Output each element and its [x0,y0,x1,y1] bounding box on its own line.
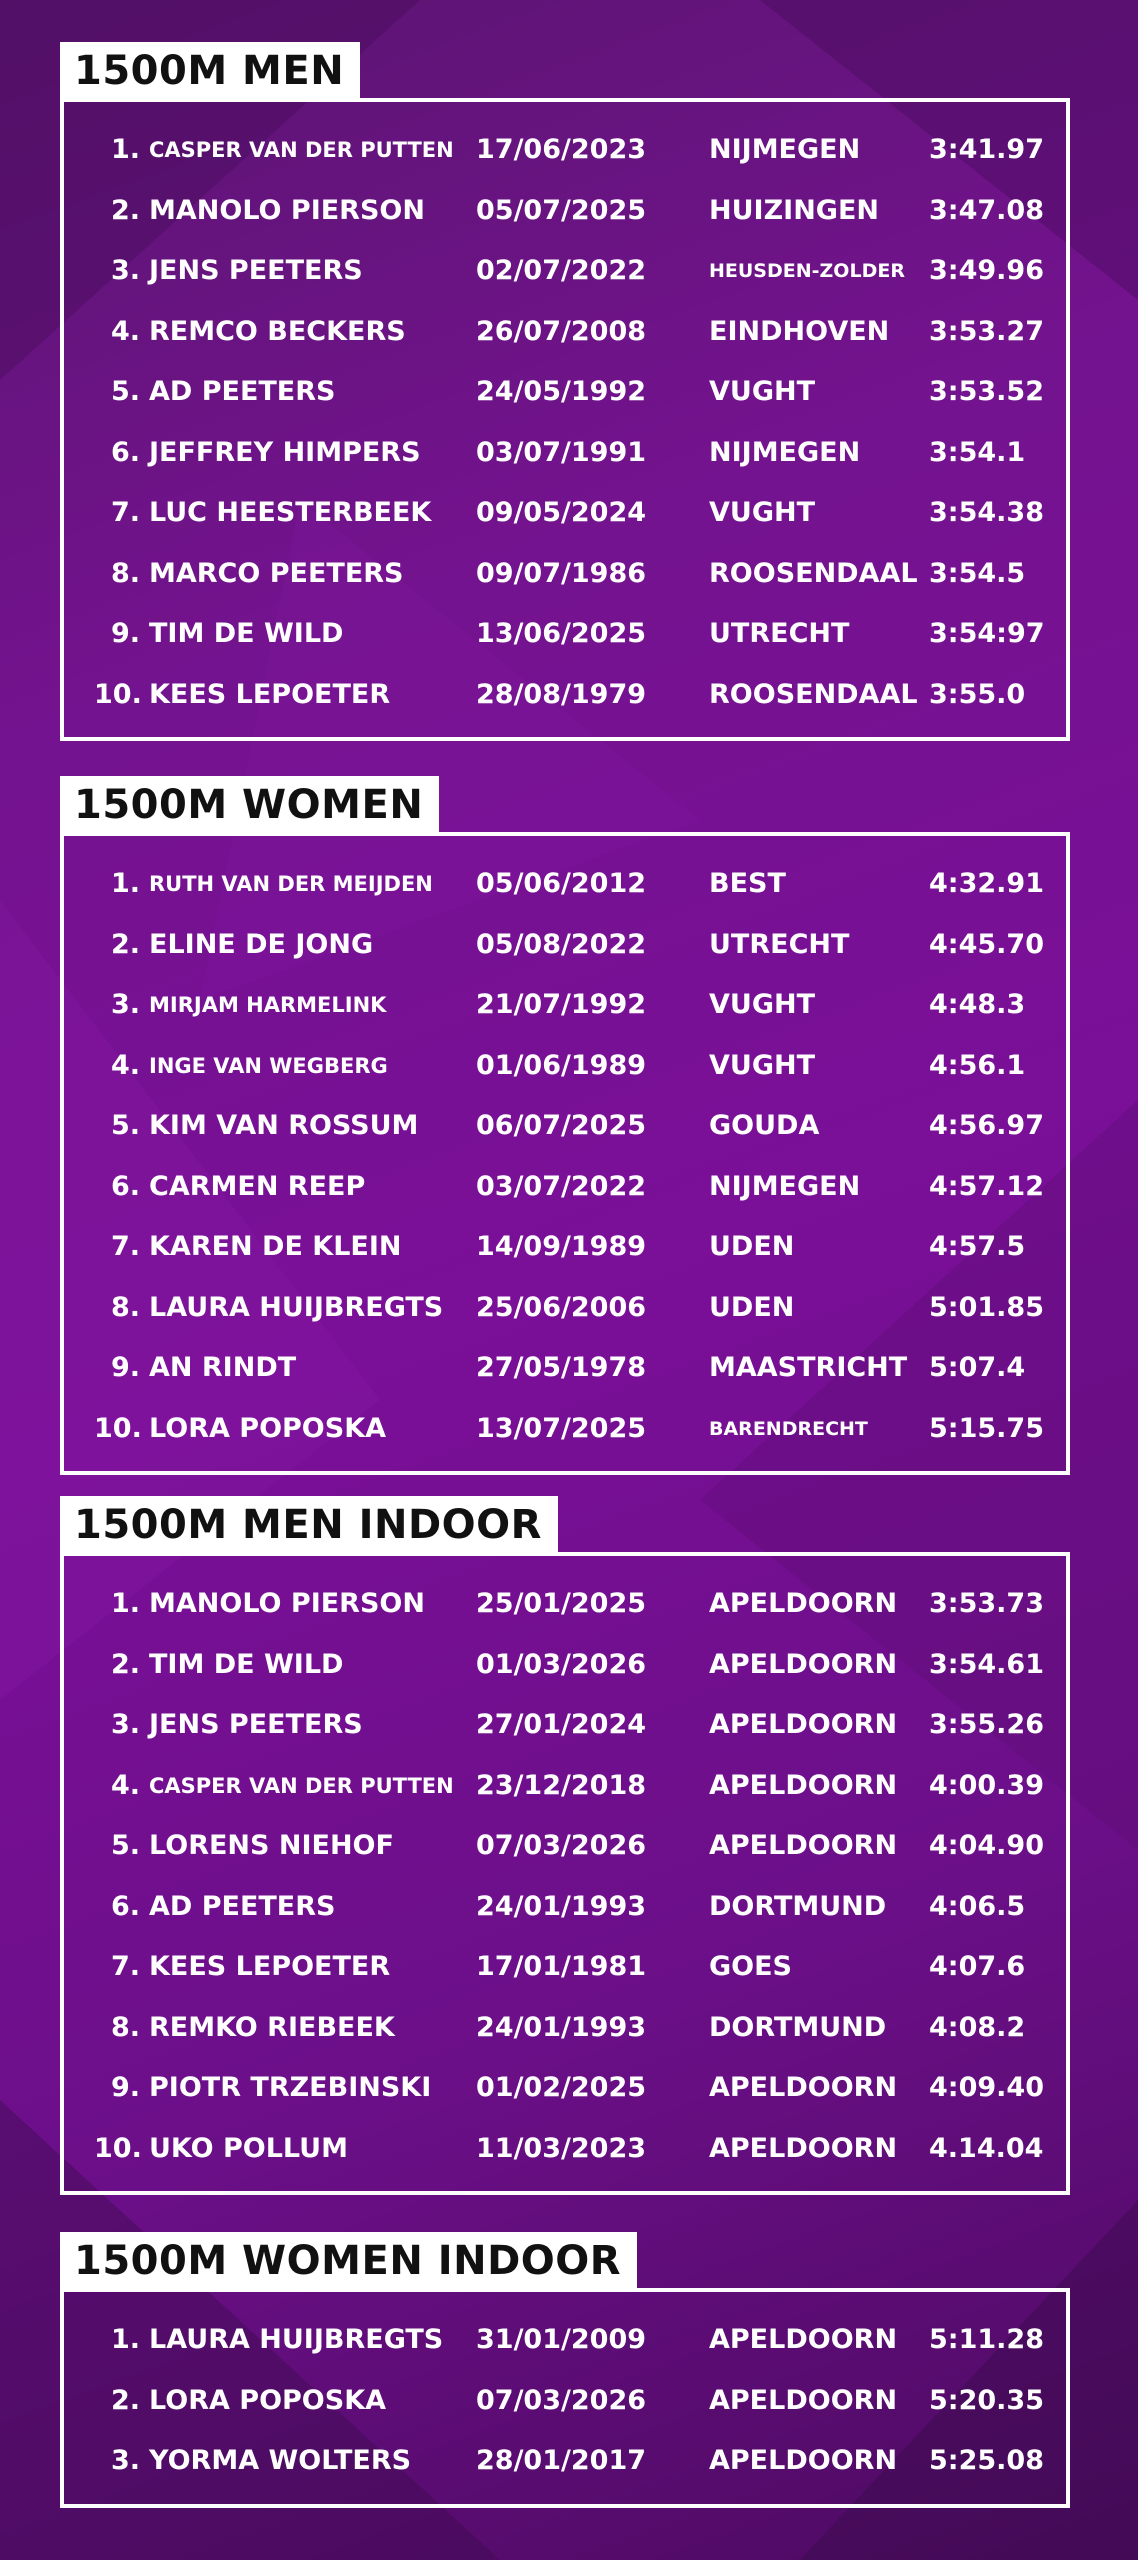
date: 17/06/2023 [476,134,647,165]
date: 03/07/2022 [476,1170,647,1202]
athlete-name: UKO POLLUM [149,2132,348,2164]
table-row [64,975,1066,1036]
time: 3:54.5 [929,557,1026,589]
time: 4:57.12 [929,1170,1044,1202]
place: UTRECHT [709,928,850,960]
date: 03/07/1991 [476,436,647,468]
place: GOUDA [709,1110,820,1141]
rank: 4. [110,1769,140,1801]
table-row [64,1635,1066,1696]
place: NIJMEGEN [709,436,861,468]
rank: 3. [110,2445,140,2476]
rank: 2. [110,1648,140,1680]
time: 4:56.97 [929,1110,1044,1141]
ranking-table [60,1552,1070,2195]
rank: 7. [110,1231,140,1262]
rank: 1. [110,1588,140,1619]
date: 01/02/2025 [476,2072,647,2103]
rank: 5. [110,1830,140,1861]
place: NIJMEGEN [709,134,861,165]
date: 02/07/2022 [476,255,647,286]
place: MAASTRICHT [709,1352,908,1383]
time: 4:09.40 [929,2072,1044,2103]
athlete-name: CASPER VAN DER PUTTEN [149,138,454,162]
date: 05/08/2022 [476,928,647,960]
date: 25/06/2006 [476,1291,647,1323]
table-row [64,1937,1066,1998]
time: 3:53.52 [929,376,1044,407]
athlete-name: MIRJAM HARMELINK [149,993,387,1017]
time: 3:55.26 [929,1709,1044,1740]
table-row [64,2058,1066,2119]
athlete-name: TIM DE WILD [149,618,344,649]
athlete-name: LAURA HUIJBREGTS [149,1291,444,1323]
table-row [64,1278,1066,1339]
time: 4:48.3 [929,989,1026,1020]
place: DORTMUND [709,1890,887,1922]
rank: 1. [110,868,140,899]
athlete-name: RUTH VAN DER MEIJDEN [149,872,433,896]
time: 4:56.1 [929,1049,1026,1081]
time: 4:08.2 [929,2011,1026,2043]
time: 3:53.73 [929,1588,1044,1619]
table-row [64,1877,1066,1938]
place: GOES [709,1951,793,1982]
rank: 7. [110,497,140,528]
place: UDEN [709,1291,795,1323]
rank: 6. [110,1170,140,1202]
date: 21/07/1992 [476,989,647,1020]
table-row [64,2310,1066,2371]
place: UDEN [709,1231,795,1262]
date: 28/01/2017 [476,2445,647,2476]
table-row [64,483,1066,544]
table-row [64,1756,1066,1817]
table-row [64,120,1066,181]
rank: 10. [94,2132,142,2164]
athlete-name: AD PEETERS [149,1890,336,1922]
rank: 4. [110,1049,140,1081]
place: VUGHT [709,376,815,407]
rank: 3. [110,989,140,1020]
rank: 4. [110,315,140,347]
time: 4.14.04 [929,2132,1044,2164]
table-row [64,915,1066,976]
ranking-table [60,2288,1070,2508]
place: VUGHT [709,989,815,1020]
date: 24/01/1993 [476,2011,647,2043]
rank: 9. [110,618,140,649]
athlete-name: MANOLO PIERSON [149,1588,425,1619]
table-row [64,1157,1066,1218]
time: 5:01.85 [929,1291,1044,1323]
rank: 3. [110,255,140,286]
section-title: 1500M WOMEN INDOOR [60,2232,637,2290]
date: 05/07/2025 [476,194,647,226]
place: APELDOORN [709,2384,898,2416]
rank: 6. [110,436,140,468]
athlete-name: LUC HEESTERBEEK [149,497,432,528]
section-1500m-men-indoor [60,1496,1070,2195]
athlete-name: REMCO BECKERS [149,315,406,347]
date: 27/01/2024 [476,1709,647,1740]
athlete-name: ELINE DE JONG [149,928,374,960]
place: ROOSENDAAL [709,557,918,589]
place: VUGHT [709,497,815,528]
date: 05/06/2012 [476,868,647,899]
place: BARENDRECHT [709,1417,868,1440]
place: APELDOORN [709,2445,898,2476]
place: APELDOORN [709,2132,898,2164]
athlete-name: REMKO RIEBEEK [149,2011,395,2043]
athlete-name: KEES LEPOETER [149,678,391,710]
athlete-name: JENS PEETERS [149,255,363,286]
athlete-name: CASPER VAN DER PUTTEN [149,1773,454,1798]
table-row [64,1399,1066,1460]
athlete-name: CARMEN REEP [149,1170,366,1202]
date: 24/01/1993 [476,1890,647,1922]
athlete-name: KEES LEPOETER [149,1951,391,1982]
table-row [64,2371,1066,2432]
date: 07/03/2026 [476,1830,647,1861]
rank: 9. [110,2072,140,2103]
time: 4:32.91 [929,868,1044,899]
rank: 3. [110,1709,140,1740]
rank: 9. [110,1352,140,1383]
date: 01/03/2026 [476,1648,647,1680]
date: 26/07/2008 [476,315,647,347]
time: 3:55.0 [929,678,1026,710]
date: 27/05/1978 [476,1352,647,1383]
ranking-table [60,832,1070,1475]
place: NIJMEGEN [709,1170,861,1202]
date: 07/03/2026 [476,2384,647,2416]
athlete-name: MARCO PEETERS [149,557,404,589]
athlete-name: PIOTR TRZEBINSKI [149,2072,432,2103]
athlete-name: JEFFREY HIMPERS [149,436,421,468]
rank: 8. [110,1291,140,1323]
time: 3:54.38 [929,497,1044,528]
table-row [64,2119,1066,2180]
time: 4:06.5 [929,1890,1026,1922]
date: 11/03/2023 [476,2132,647,2164]
time: 5:25.08 [929,2445,1044,2476]
time: 5:15.75 [929,1412,1044,1444]
time: 3:41.97 [929,134,1044,165]
table-row [64,1695,1066,1756]
athlete-name: TIM DE WILD [149,1648,344,1680]
athlete-name: KIM VAN ROSSUM [149,1110,419,1141]
time: 3:54.1 [929,436,1026,468]
rank: 10. [94,1412,142,1444]
athlete-name: AN RINDT [149,1352,297,1383]
athlete-name: MANOLO PIERSON [149,194,425,226]
place: APELDOORN [709,2072,898,2103]
athlete-name: AD PEETERS [149,376,336,407]
place: ROOSENDAAL [709,678,918,710]
date: 09/07/1986 [476,557,647,589]
table-row [64,544,1066,605]
section-title: 1500M MEN INDOOR [60,1496,558,1554]
time: 3:49.96 [929,255,1044,286]
section-1500m-women-indoor [60,2232,1070,2508]
date: 25/01/2025 [476,1588,647,1619]
place: BEST [709,868,786,899]
date: 31/01/2009 [476,2324,647,2355]
table-row [64,2431,1066,2492]
time: 3:54.61 [929,1648,1044,1680]
athlete-name: YORMA WOLTERS [149,2445,412,2476]
table-row [64,1036,1066,1097]
date: 13/07/2025 [476,1412,647,1444]
table-row [64,1816,1066,1877]
rank: 1. [110,134,140,165]
date: 24/05/1992 [476,376,647,407]
table-row [64,1096,1066,1157]
time: 5:20.35 [929,2384,1044,2416]
table-row [64,1574,1066,1635]
time: 5:07.4 [929,1352,1026,1383]
ranking-table [60,98,1070,741]
rank: 1. [110,2324,140,2355]
rank: 8. [110,2011,140,2043]
date: 13/06/2025 [476,618,647,649]
date: 23/12/2018 [476,1769,647,1801]
place: APELDOORN [709,1709,898,1740]
time: 4:07.6 [929,1951,1026,1982]
table-row [64,241,1066,302]
time: 3:47.08 [929,194,1044,226]
time: 4:45.70 [929,928,1044,960]
place: DORTMUND [709,2011,887,2043]
place: HUIZINGEN [709,194,879,226]
place: APELDOORN [709,1648,898,1680]
section-title: 1500M WOMEN [60,776,439,834]
athlete-name: LORENS NIEHOF [149,1830,394,1861]
rank: 5. [110,1110,140,1141]
section-title: 1500M MEN [60,42,360,100]
table-row [64,362,1066,423]
athlete-name: KAREN DE KLEIN [149,1231,402,1262]
place: UTRECHT [709,618,850,649]
rank: 2. [110,928,140,960]
time: 3:54:97 [929,618,1045,649]
table-row [64,1217,1066,1278]
date: 06/07/2025 [476,1110,647,1141]
rank: 2. [110,194,140,226]
athlete-name: INGE VAN WEGBERG [149,1053,388,1078]
table-row [64,1338,1066,1399]
rank: 5. [110,376,140,407]
place: HEUSDEN-ZOLDER [709,260,905,282]
place: APELDOORN [709,2324,898,2355]
table-row [64,302,1066,363]
date: 09/05/2024 [476,497,647,528]
section-1500m-men [60,42,1070,741]
table-row [64,423,1066,484]
athlete-name: JENS PEETERS [149,1709,363,1740]
table-row [64,604,1066,665]
time: 4:04.90 [929,1830,1044,1861]
table-row [64,1998,1066,2059]
date: 14/09/1989 [476,1231,647,1262]
time: 3:53.27 [929,315,1044,347]
athlete-name: LORA POPOSKA [149,2384,387,2416]
time: 4:00.39 [929,1769,1044,1801]
table-row [64,665,1066,726]
place: EINDHOVEN [709,315,890,347]
section-1500m-women [60,776,1070,1475]
rank: 6. [110,1890,140,1922]
table-row [64,181,1066,242]
rank: 8. [110,557,140,589]
place: VUGHT [709,1049,815,1081]
place: APELDOORN [709,1769,898,1801]
table-row [64,854,1066,915]
place: APELDOORN [709,1830,898,1861]
rank: 7. [110,1951,140,1982]
athlete-name: LORA POPOSKA [149,1412,387,1444]
time: 4:57.5 [929,1231,1026,1262]
date: 01/06/1989 [476,1049,647,1081]
athlete-name: LAURA HUIJBREGTS [149,2324,444,2355]
time: 5:11.28 [929,2324,1044,2355]
date: 28/08/1979 [476,678,647,710]
place: APELDOORN [709,1588,898,1619]
rank: 10. [94,678,142,710]
date: 17/01/1981 [476,1951,647,1982]
rank: 2. [110,2384,140,2416]
